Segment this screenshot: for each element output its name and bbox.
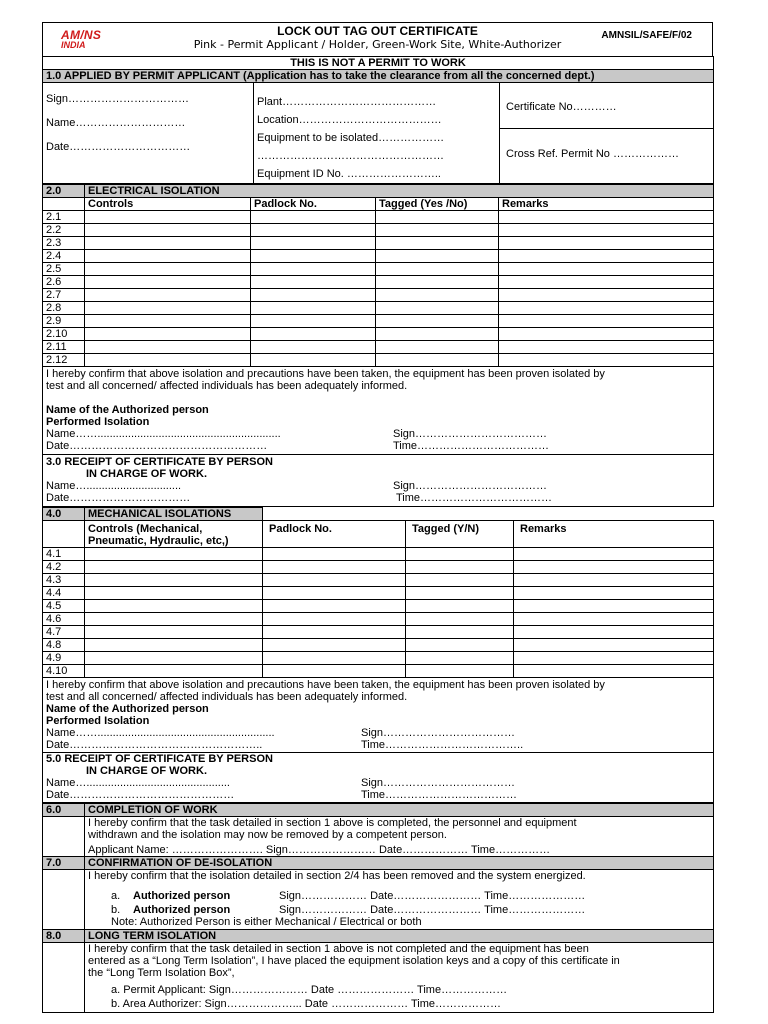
row-number: 2.1 (43, 211, 85, 224)
column-header-controls-cont: Pneumatic, Hydraulic, etc,) (88, 535, 229, 547)
padlock-cell[interactable] (263, 665, 406, 678)
row-number: 4.8 (43, 639, 85, 652)
section-7-item-a-label: Authorized person (133, 890, 231, 902)
mechanical-isolation-table (42, 507, 714, 803)
padlock-cell[interactable] (263, 639, 406, 652)
row-number: 2.9 (43, 315, 85, 328)
remarks-cell[interactable] (514, 639, 714, 652)
section-7-item-a-marker: a. (111, 890, 121, 902)
table-row (43, 652, 714, 665)
row-number: 2.6 (43, 276, 85, 289)
remarks-cell[interactable] (514, 626, 714, 639)
padlock-cell[interactable] (263, 587, 406, 600)
section-3-time-field[interactable]: Time……………………………… (396, 492, 553, 504)
section-3-heading-cont: IN CHARGE OF WORK. (86, 468, 207, 480)
form-subtitle: Pink - Permit Applicant / Holder, Green-Work Site, White-Authorizer (193, 38, 562, 51)
tagged-cell[interactable] (406, 574, 514, 587)
padlock-cell[interactable] (251, 263, 376, 276)
controls-cell[interactable] (85, 263, 251, 276)
padlock-cell[interactable] (251, 276, 376, 289)
section-5-heading-cont: IN CHARGE OF WORK. (86, 765, 207, 777)
controls-cell[interactable] (85, 574, 263, 587)
section-8-area-authorizer-fields[interactable]: b. Area Authorizer: Sign………………... Date ………………… Time……………… (111, 998, 501, 1010)
table-row (43, 289, 714, 302)
tagged-cell[interactable] (376, 211, 499, 224)
controls-cell[interactable] (85, 302, 251, 315)
row-number: 2.12 (43, 354, 85, 367)
controls-cell[interactable] (85, 211, 251, 224)
section-8-number: 8.0 (43, 930, 85, 943)
controls-cell[interactable] (85, 639, 263, 652)
section-2-name-field[interactable]: Name……............................................................ (46, 428, 281, 440)
section-4-authorized-label: Name of the Authorized person (46, 703, 209, 715)
tagged-cell[interactable] (406, 561, 514, 574)
table-row (43, 211, 714, 224)
table-row (43, 548, 714, 561)
section-6-applicant-fields[interactable]: Applicant Name: ……………………. Sign…………………… Date……………… Time…………… (88, 844, 551, 856)
row-number: 2.5 (43, 263, 85, 276)
table-row (43, 665, 714, 678)
table-row (43, 587, 714, 600)
section-6-text-line-2: withdrawn and the isolation may now be removed by a competent person. (88, 829, 447, 841)
table-row (43, 354, 714, 367)
section-7-item-b-marker: b. (111, 904, 121, 916)
tagged-cell[interactable] (406, 665, 514, 678)
table-row (43, 250, 714, 263)
section-2-heading: ELECTRICAL ISOLATION (85, 185, 714, 198)
table-row (43, 626, 714, 639)
controls-cell[interactable] (85, 665, 263, 678)
tagged-cell[interactable] (406, 626, 514, 639)
section-7-text: I hereby confirm that the isolation detailed in section 2/4 has been removed and the system energized. (88, 870, 586, 882)
padlock-cell[interactable] (251, 315, 376, 328)
section-2-performed-label: Performed Isolation (46, 416, 150, 428)
remarks-cell[interactable] (514, 600, 714, 613)
remarks-cell[interactable] (499, 237, 714, 250)
row-number: 2.2 (43, 224, 85, 237)
remarks-cell[interactable] (499, 289, 714, 302)
section-2-date-field[interactable]: Date……………………………………………… (46, 440, 268, 452)
tagged-cell[interactable] (406, 600, 514, 613)
section-4-confirmation-line-1: I hereby confirm that above isolation and precautions have been taken, the equipment has been proven isolated by (46, 679, 605, 691)
equipment-field[interactable]: Equipment to be isolated……………… (257, 132, 445, 144)
controls-cell[interactable] (85, 587, 263, 600)
row-number: 4.5 (43, 600, 85, 613)
tagged-cell[interactable] (406, 548, 514, 561)
column-header-controls: Controls (85, 198, 251, 211)
column-header-tagged: Tagged (Y/N) (406, 521, 514, 548)
equipment-id-field[interactable]: Equipment ID No. …………………….. (257, 168, 441, 180)
padlock-cell[interactable] (251, 328, 376, 341)
padlock-cell[interactable] (251, 302, 376, 315)
controls-cell[interactable] (85, 626, 263, 639)
column-header-controls: Controls (Mechanical, (88, 523, 203, 535)
section-4-time-field[interactable]: Time……………………………….. (361, 739, 524, 751)
padlock-cell[interactable] (263, 561, 406, 574)
remarks-cell[interactable] (514, 652, 714, 665)
controls-cell[interactable] (85, 561, 263, 574)
section-2-sign-field[interactable]: Sign……………………………… (393, 428, 548, 440)
table-row (43, 224, 714, 237)
table-row (43, 328, 714, 341)
table-row (43, 600, 714, 613)
section-2-confirmation-line-1: I hereby confirm that above isolation and precautions have been taken, the equipment has been proven isolated by (46, 368, 605, 380)
padlock-cell[interactable] (263, 600, 406, 613)
table-row (43, 613, 714, 626)
remarks-cell[interactable] (514, 574, 714, 587)
remarks-cell[interactable] (499, 328, 714, 341)
padlock-cell[interactable] (263, 613, 406, 626)
section-5-time-field[interactable]: Time……………………………… (361, 789, 518, 801)
padlock-cell[interactable] (251, 211, 376, 224)
remarks-cell[interactable] (499, 211, 714, 224)
table-row (43, 276, 714, 289)
row-number: 2.4 (43, 250, 85, 263)
remarks-cell[interactable] (499, 354, 714, 367)
section-8-text-line-1: I hereby confirm that the task detailed in section 1 above is not completed and the equipment has been (88, 943, 589, 955)
padlock-cell[interactable] (251, 341, 376, 354)
section-3-date-field[interactable]: Date…………………………… (46, 492, 191, 504)
padlock-cell[interactable] (251, 354, 376, 367)
controls-cell[interactable] (85, 315, 251, 328)
section-8-text-line-2: entered as a “Long Term Isolation”, I have placed the equipment isolation keys and a copy of this certificate in (88, 955, 620, 967)
form-header (42, 22, 713, 56)
location-field[interactable]: Location………………………………… (257, 114, 442, 126)
section-4-sign-field[interactable]: Sign……………………………… (361, 727, 516, 739)
tagged-cell[interactable] (376, 237, 499, 250)
section-7-item-b-label: Authorized person (133, 904, 231, 916)
controls-cell[interactable] (85, 354, 251, 367)
row-number: 4.10 (43, 665, 85, 678)
section-5-date-field[interactable]: Date……………………………………… (46, 789, 235, 801)
lockout-tagout-certificate (42, 22, 713, 1013)
section-3-name-field[interactable]: Name…............................... (46, 480, 182, 492)
section-7-number: 7.0 (43, 857, 85, 870)
controls-cell[interactable] (85, 341, 251, 354)
section-4-performed-label: Performed Isolation (46, 715, 150, 727)
tagged-cell[interactable] (376, 354, 499, 367)
logo-subtext: INDIA (61, 40, 86, 50)
padlock-cell[interactable] (263, 574, 406, 587)
tagged-cell[interactable] (376, 263, 499, 276)
logo-text: AM/NS (61, 28, 102, 42)
section-3-sign-field[interactable]: Sign……………………………… (393, 480, 548, 492)
table-row (43, 574, 714, 587)
section-2-time-field[interactable]: Time……………………………… (393, 440, 550, 452)
table-row (43, 263, 714, 276)
tagged-cell[interactable] (406, 639, 514, 652)
padlock-cell[interactable] (251, 237, 376, 250)
row-number: 2.8 (43, 302, 85, 315)
row-number: 4.7 (43, 626, 85, 639)
row-number: 4.1 (43, 548, 85, 561)
section-5-sign-field[interactable]: Sign……………………………… (361, 777, 516, 789)
tagged-cell[interactable] (376, 224, 499, 237)
remarks-cell[interactable] (499, 250, 714, 263)
remarks-cell[interactable] (514, 548, 714, 561)
table-row (43, 341, 714, 354)
controls-cell[interactable] (85, 328, 251, 341)
form-title: LOCK OUT TAG OUT CERTIFICATE (277, 24, 478, 38)
cross-ref-permit-field[interactable]: Cross Ref. Permit No ……………… (506, 148, 679, 160)
section-7-item-a-fields[interactable]: Sign……………… Date…………………… Time………………… (279, 890, 586, 902)
controls-cell[interactable] (85, 613, 263, 626)
padlock-cell[interactable] (263, 626, 406, 639)
remarks-cell[interactable] (499, 341, 714, 354)
certificate-no-field[interactable]: Certificate No………… (500, 83, 713, 129)
section-4-number: 4.0 (43, 508, 85, 521)
padlock-cell[interactable] (251, 289, 376, 302)
section-4-confirmation-line-2: test and all concerned/ affected individuals has been adequately informed. (46, 691, 408, 703)
tagged-cell[interactable] (376, 341, 499, 354)
section-8-permit-applicant-fields[interactable]: a. Permit Applicant: Sign………………… Date ………………… Time……………… (111, 984, 508, 996)
remarks-cell[interactable] (499, 315, 714, 328)
remarks-cell[interactable] (499, 224, 714, 237)
row-number: 2.10 (43, 328, 85, 341)
plant-field[interactable]: Plant…………………………………… (257, 96, 437, 108)
column-header-remarks: Remarks (514, 521, 714, 548)
column-header-remarks: Remarks (499, 198, 714, 211)
controls-cell[interactable] (85, 237, 251, 250)
section-2-authorized-label: Name of the Authorized person (46, 404, 209, 416)
controls-cell[interactable] (85, 652, 263, 665)
section-7-note: Note: Authorized Person is either Mechanical / Electrical or both (111, 916, 422, 928)
row-number: 2.3 (43, 237, 85, 250)
section-7-item-b-fields[interactable]: Sign……………… Date…………………… Time………………… (279, 904, 586, 916)
tagged-cell[interactable] (376, 276, 499, 289)
remarks-cell[interactable] (514, 587, 714, 600)
section-4-heading: MECHANICAL ISOLATIONS (85, 508, 263, 521)
tagged-cell[interactable] (376, 302, 499, 315)
column-header-tagged: Tagged (Yes /No) (376, 198, 499, 211)
column-header-padlock: Padlock No. (263, 521, 406, 548)
section-3-heading: 3.0 RECEIPT OF CERTIFICATE BY PERSON (46, 456, 273, 468)
padlock-cell[interactable] (263, 548, 406, 561)
table-row (43, 237, 714, 250)
controls-cell[interactable] (85, 548, 263, 561)
row-number: 4.3 (43, 574, 85, 587)
equipment-field-continued[interactable]: …………………………………………… (257, 150, 444, 162)
padlock-cell[interactable] (251, 250, 376, 263)
not-a-permit-notice: THIS IS NOT A PERMIT TO WORK (43, 57, 714, 70)
table-row (43, 315, 714, 328)
section-5-name-field[interactable]: Name…............................................... (46, 777, 230, 789)
row-number: 4.4 (43, 587, 85, 600)
applicant-sign-field[interactable]: Sign…………………………… (46, 93, 190, 105)
remarks-cell[interactable] (514, 665, 714, 678)
section-7-heading: CONFIRMATION OF DE-ISOLATION (85, 857, 714, 870)
tagged-cell[interactable] (406, 613, 514, 626)
section-4-name-field[interactable]: Name…….......................................................... (46, 727, 275, 739)
row-number: 2.11 (43, 341, 85, 354)
remarks-cell[interactable] (499, 302, 714, 315)
padlock-cell[interactable] (263, 652, 406, 665)
section-4-date-field[interactable]: Date…………………………………………….. (46, 739, 263, 751)
tagged-cell[interactable] (376, 315, 499, 328)
controls-cell[interactable] (85, 224, 251, 237)
tagged-cell[interactable] (376, 250, 499, 263)
section-2-confirmation-line-2: test and all concerned/ affected individuals has been adequately informed. (46, 380, 408, 392)
applicant-date-field[interactable]: Date…………………………… (46, 141, 191, 153)
padlock-cell[interactable] (251, 224, 376, 237)
section-8-text-line-3: the “Long Term Isolation Box”, (88, 967, 235, 979)
column-header-padlock: Padlock No. (251, 198, 376, 211)
controls-cell[interactable] (85, 600, 263, 613)
electrical-isolation-table (42, 184, 714, 507)
controls-cell[interactable] (85, 276, 251, 289)
section-1-heading: 1.0 APPLIED BY PERMIT APPLICANT (Application has to take the clearance from all the concerned dept.) (43, 70, 714, 83)
section-8-heading: LONG TERM ISOLATION (85, 930, 714, 943)
row-number: 4.9 (43, 652, 85, 665)
remarks-cell[interactable] (514, 561, 714, 574)
row-number: 4.2 (43, 561, 85, 574)
table-row (43, 561, 714, 574)
table-row (43, 302, 714, 315)
remarks-cell[interactable] (514, 613, 714, 626)
section-1-table (42, 56, 714, 184)
tagged-cell[interactable] (376, 328, 499, 341)
table-row (43, 639, 714, 652)
controls-cell[interactable] (85, 289, 251, 302)
completion-sections-table (42, 803, 714, 1013)
row-number: 2.7 (43, 289, 85, 302)
document-code: AMNSIL/SAFE/F/02 (601, 30, 692, 41)
tagged-cell[interactable] (406, 587, 514, 600)
tagged-cell[interactable] (376, 289, 499, 302)
row-number: 4.6 (43, 613, 85, 626)
section-5-heading: 5.0 RECEIPT OF CERTIFICATE BY PERSON (46, 753, 273, 765)
remarks-cell[interactable] (499, 263, 714, 276)
section-6-heading: COMPLETION OF WORK (85, 804, 714, 817)
controls-cell[interactable] (85, 250, 251, 263)
section-6-number: 6.0 (43, 804, 85, 817)
applicant-name-field[interactable]: Name………………………… (46, 117, 186, 129)
remarks-cell[interactable] (499, 276, 714, 289)
section-6-text-line-1: I hereby confirm that the task detailed in section 1 above is completed, the personnel and equipment (88, 817, 577, 829)
tagged-cell[interactable] (406, 652, 514, 665)
section-2-number: 2.0 (43, 185, 85, 198)
